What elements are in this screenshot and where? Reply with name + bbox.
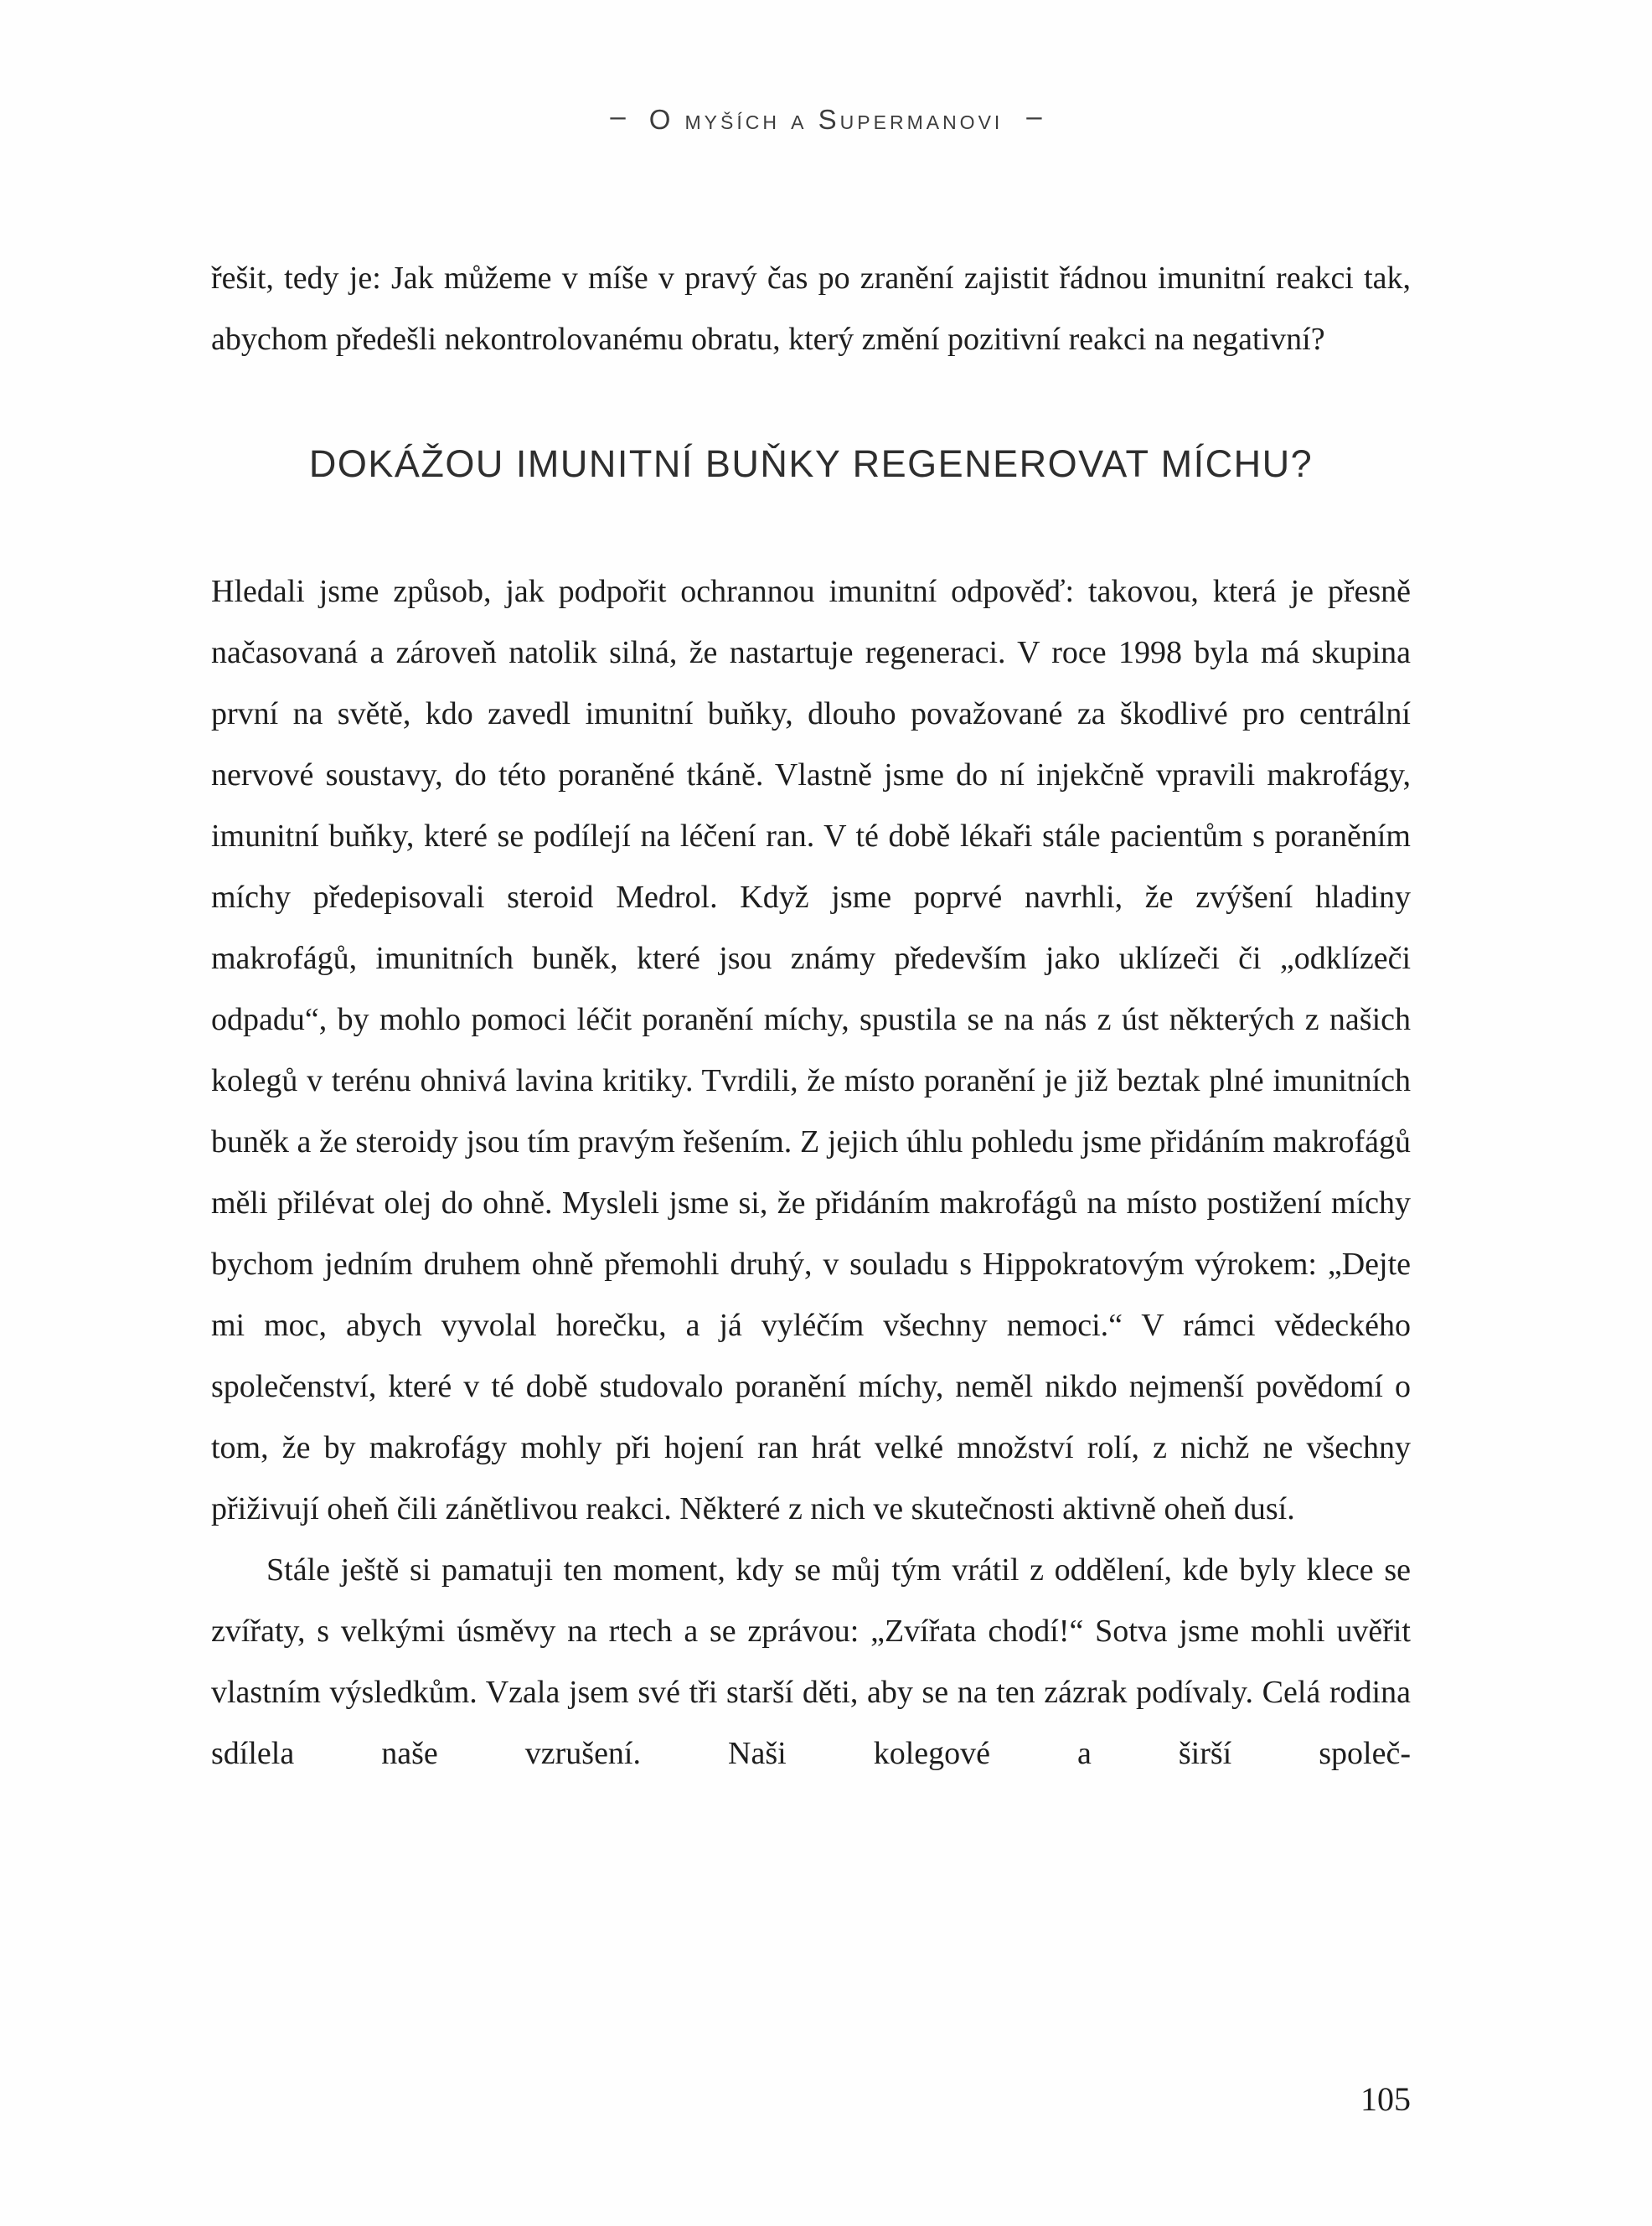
header-dash-right: –	[1026, 101, 1042, 132]
header-dash-left: –	[610, 101, 626, 132]
running-header-title: O myších a Supermanovi	[648, 104, 1004, 135]
page-number: 105	[1360, 2080, 1411, 2118]
closing-paragraph: Stále ještě si pamatuji ten moment, kdy se můj tým vrátil z oddělení, kde byly klece se zvířaty, s velkými úsměvy na rtech a se zprávou: „Zvířata chodí!“ Sotva jsme mohli uvěřit vlastním výsledkům. Vzala jsem své tři starší děti, aby se na ten zázrak podívaly. Celá rodina sdílela naše vzrušení. Naši kolegové a širší společ-	[211, 1552, 1411, 1772]
page-content	[211, 248, 1411, 1784]
intro-paragraph: řešit, tedy je: Jak můžeme v míše v pravý čas po zranění zajistit řádnou imunitní reakci tak, abychom předešli nekontrolovanému obratu, který změní pozitivní reakci na negativní?	[211, 261, 1411, 357]
section-heading: DOKÁŽOU IMUNITNÍ BUŇKY REGENEROVAT MÍCHU?	[308, 442, 1314, 485]
running-header	[0, 101, 1652, 136]
main-paragraph: Hledali jsme způsob, jak podpořit ochrannou imunitní odpověď: takovou, která je přesně načasovaná a zároveň natolik silná, že nastartuje regeneraci. V roce 1998 byla má skupina první na světě, kdo zavedl imunitní buňky, dlouho považované za škodlivé pro centrální nervové soustavy, do této poraněné tkáně. Vlastně jsme do ní injekčně vpravili makrofágy, imunitní buňky, které se podílejí na léčení ran. V té době lékaři stále pacientům s poraněním míchy předepisovali steroid Medrol. Když jsme poprvé navrhli, že zvýšení hladiny makrofágů, imunitních buněk, které jsou známy především jako uklízeči či „odklízeči odpadu“, by mohlo pomoci léčit poranění míchy, spustila se na nás z úst některých z našich kolegů v terénu ohnivá lavina kritiky. Tvrdili, že místo poranění je již beztak plné imunitních buněk a že steroidy jsou tím pravým řešením. Z jejich úhlu pohledu jsme přidáním makrofágů měli přilévat olej do ohně. Mysleli jsme si, že přidáním makrofágů na místo postižení míchy bychom jedním druhem ohně přemohli druhý, v souladu s Hippokratovým výrokem: „Dejte mi moc, abych vyvolal horečku, a já vyléčím všechny nemoci.“ V rámci vědeckého společenství, které v té době studovalo poranění míchy, neměl nikdo nejmenší povědomí o tom, že by makrofágy mohly při hojení ran hrát velké množství rolí, z nichž ne všechny přiživují oheň čili zánětlivou reakci. Některé z nich ve skutečnosti aktivně oheň dusí.	[211, 574, 1411, 1527]
